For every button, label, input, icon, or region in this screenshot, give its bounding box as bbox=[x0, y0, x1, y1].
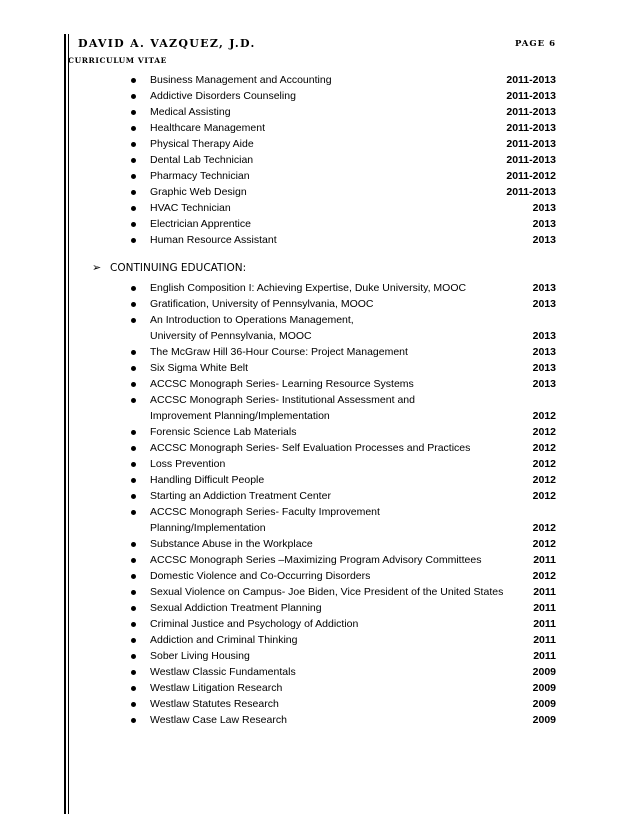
list-item-label-line: Westlaw Statutes Research bbox=[150, 698, 279, 710]
bullet-icon bbox=[131, 126, 136, 131]
list-item-year: 2012 bbox=[532, 442, 556, 454]
list-item-label bbox=[150, 88, 505, 104]
list-item bbox=[0, 664, 638, 680]
list-item-year: 2011-2013 bbox=[506, 74, 556, 86]
list-item-label bbox=[150, 424, 505, 440]
list-item-label-line: ACCSC Monograph Series- Faculty Improvement bbox=[150, 506, 380, 518]
bullet-icon bbox=[131, 142, 136, 147]
bullet-icon bbox=[131, 350, 136, 355]
list-item-label-line: University of Pennsylvania, MOOC bbox=[150, 330, 312, 342]
list-item-label-line: Westlaw Classic Fundamentals bbox=[150, 666, 296, 678]
bullet-icon bbox=[131, 542, 136, 547]
list-item-label-line: English Composition I: Achieving Expertise, Duke University, MOOC bbox=[150, 282, 467, 294]
list-item-label-line: Addictive Disorders Counseling bbox=[150, 90, 296, 102]
page-number: PAGE 6 bbox=[515, 39, 556, 49]
bullet-icon bbox=[131, 622, 136, 627]
bullet-icon bbox=[131, 462, 136, 467]
author-name: DAVID A. VAZQUEZ, J.D. bbox=[78, 37, 256, 50]
list-item-label-line: Sexual Addiction Treatment Planning bbox=[150, 602, 322, 614]
list-item-label-line: ACCSC Monograph Series- Institutional Assessment and bbox=[150, 394, 415, 406]
list-item-year: 2009 bbox=[532, 714, 556, 726]
list-item-year: 2009 bbox=[532, 698, 556, 710]
list-item-year: 2013 bbox=[532, 282, 556, 294]
list-item bbox=[0, 600, 638, 616]
list-item bbox=[0, 616, 638, 632]
list-item-label-line: Gratification, University of Pennsylvania, MOOC bbox=[150, 298, 374, 310]
bullet-icon bbox=[131, 286, 136, 291]
list-item bbox=[0, 696, 638, 712]
bullet-icon bbox=[131, 174, 136, 179]
list-item-label-line: Pharmacy Technician bbox=[150, 170, 250, 182]
list-item bbox=[0, 184, 638, 200]
list-item-label bbox=[150, 584, 505, 600]
bullet-icon bbox=[131, 206, 136, 211]
list-item-label bbox=[150, 680, 505, 696]
list-item bbox=[0, 376, 638, 392]
list-item-year: 2009 bbox=[532, 666, 556, 678]
bullet-icon bbox=[131, 558, 136, 563]
list-item bbox=[0, 584, 638, 600]
list-item-year: 2011 bbox=[533, 586, 556, 598]
list-item-label-line: Criminal Justice and Psychology of Addiction bbox=[150, 618, 359, 630]
list-item-label-line: ACCSC Monograph Series- Learning Resource Systems bbox=[150, 378, 414, 390]
list-item-year: 2009 bbox=[532, 682, 556, 694]
list-item bbox=[0, 152, 638, 168]
bullet-icon bbox=[131, 638, 136, 643]
list-item-label bbox=[150, 216, 505, 232]
list-item-year: 2013 bbox=[532, 378, 556, 390]
list-item bbox=[0, 456, 638, 472]
bullet-icon bbox=[131, 190, 136, 195]
bullet-icon bbox=[131, 670, 136, 675]
list-item bbox=[0, 440, 638, 456]
list-item bbox=[0, 168, 638, 184]
bullet-icon bbox=[131, 110, 136, 115]
list-item-label-line: Graphic Web Design bbox=[150, 186, 247, 198]
list-item-label bbox=[150, 296, 505, 312]
list-item bbox=[0, 536, 638, 552]
list-item-label-line: An Introduction to Operations Management, bbox=[150, 314, 354, 326]
list-item-label bbox=[150, 200, 505, 216]
list-item bbox=[0, 280, 638, 296]
list-item-label bbox=[150, 136, 505, 152]
bullet-icon bbox=[131, 158, 136, 163]
list-item-label-line: Electrician Apprentice bbox=[150, 218, 251, 230]
bullet-icon bbox=[131, 318, 136, 323]
list-item-label-line: Six Sigma White Belt bbox=[150, 362, 249, 374]
list-item-label bbox=[150, 472, 505, 488]
bullet-icon bbox=[131, 94, 136, 99]
list-item-label-line: Business Management and Accounting bbox=[150, 74, 332, 86]
list-item-label bbox=[150, 392, 505, 424]
list-item-label bbox=[150, 504, 505, 536]
list-item bbox=[0, 104, 638, 120]
list-item-label bbox=[150, 232, 505, 248]
bullet-icon bbox=[131, 238, 136, 243]
list-item bbox=[0, 504, 638, 536]
list-item-label bbox=[150, 712, 505, 728]
list-item-year: 2013 bbox=[532, 346, 556, 358]
list-item-label bbox=[150, 280, 505, 296]
list-item-label bbox=[150, 184, 505, 200]
bullet-icon bbox=[131, 398, 136, 403]
list-item-year: 2011-2013 bbox=[506, 90, 556, 102]
list-item-year: 2012 bbox=[532, 410, 556, 422]
list-item-label-line: Forensic Science Lab Materials bbox=[150, 426, 297, 438]
bullet-icon bbox=[131, 606, 136, 611]
list-item-label bbox=[150, 616, 505, 632]
list-item-year: 2012 bbox=[532, 570, 556, 582]
list-item bbox=[0, 712, 638, 728]
list-item-label-line: Sexual Violence on Campus- Joe Biden, Vice President of the United States bbox=[150, 586, 504, 598]
list-item-year: 2012 bbox=[532, 474, 556, 486]
section-heading-label: CONTINUING EDUCATION: bbox=[110, 262, 247, 274]
list-item bbox=[0, 344, 638, 360]
section-heading-continuing-education bbox=[92, 261, 246, 275]
list-item-label-line: Addiction and Criminal Thinking bbox=[150, 634, 298, 646]
list-item bbox=[0, 72, 638, 88]
list-item-year: 2011 bbox=[533, 554, 556, 566]
list-item-year: 2013 bbox=[532, 362, 556, 374]
bullet-icon bbox=[131, 430, 136, 435]
list-item-label-line: Improvement Planning/Implementation bbox=[150, 410, 330, 422]
list-item-label-line: Westlaw Case Law Research bbox=[150, 714, 287, 726]
list-item-label-line: Human Resource Assistant bbox=[150, 234, 277, 246]
list-item-label bbox=[150, 456, 505, 472]
list-item-label bbox=[150, 648, 505, 664]
list-item bbox=[0, 88, 638, 104]
bullet-icon bbox=[131, 222, 136, 227]
list-item-label-line: Medical Assisting bbox=[150, 106, 231, 118]
list-item-label-line: The McGraw Hill 36-Hour Course: Project Management bbox=[150, 346, 408, 358]
list-item-label-line: Healthcare Management bbox=[150, 122, 265, 134]
list-item-label-line: Domestic Violence and Co-Occurring Disorders bbox=[150, 570, 371, 582]
list-item-label bbox=[150, 344, 505, 360]
list-item bbox=[0, 296, 638, 312]
bullet-icon bbox=[131, 302, 136, 307]
list-item-year: 2013 bbox=[532, 330, 556, 342]
list-item-label bbox=[150, 104, 505, 120]
list-item-label bbox=[150, 696, 505, 712]
list-item-label-line: ACCSC Monograph Series –Maximizing Program Advisory Committees bbox=[150, 554, 482, 566]
list-item bbox=[0, 360, 638, 376]
list-item-year: 2013 bbox=[532, 202, 556, 214]
list-item bbox=[0, 552, 638, 568]
list-item-label bbox=[150, 360, 505, 376]
list-item-year: 2013 bbox=[532, 218, 556, 230]
list-item-year: 2013 bbox=[532, 234, 556, 246]
arrow-bullet-icon: ➢ bbox=[92, 261, 102, 274]
bullet-icon bbox=[131, 78, 136, 83]
list-item-label bbox=[150, 168, 505, 184]
list-item-label-line: Handling Difficult People bbox=[150, 474, 265, 486]
list-item-year: 2011-2013 bbox=[506, 106, 556, 118]
list-item bbox=[0, 648, 638, 664]
list-item-label bbox=[150, 632, 505, 648]
list-item bbox=[0, 312, 638, 344]
bullet-icon bbox=[131, 654, 136, 659]
list-item-label bbox=[150, 440, 505, 456]
bullet-icon bbox=[131, 478, 136, 483]
list-item bbox=[0, 568, 638, 584]
list-item bbox=[0, 680, 638, 696]
list-item-year: 2011-2013 bbox=[506, 138, 556, 150]
list-item bbox=[0, 136, 638, 152]
bullet-icon bbox=[131, 574, 136, 579]
list-item-label bbox=[150, 152, 505, 168]
list-item-label bbox=[150, 488, 505, 504]
list-item-year: 2011 bbox=[533, 634, 556, 646]
list-item-label-line: Sober Living Housing bbox=[150, 650, 250, 662]
bullet-icon bbox=[131, 510, 136, 515]
list-item bbox=[0, 424, 638, 440]
list-item-label bbox=[150, 600, 505, 616]
bullet-icon bbox=[131, 686, 136, 691]
list-item-label bbox=[150, 552, 505, 568]
bullet-icon bbox=[131, 718, 136, 723]
list-item bbox=[0, 200, 638, 216]
list-item-year: 2011-2013 bbox=[506, 186, 556, 198]
list-item-year: 2011-2013 bbox=[506, 122, 556, 134]
list-item-label bbox=[150, 568, 505, 584]
list-item-label-line: Loss Prevention bbox=[150, 458, 226, 470]
list-item-label bbox=[150, 536, 505, 552]
list-item-year: 2011 bbox=[533, 618, 556, 630]
list-item-label-line: HVAC Technician bbox=[150, 202, 231, 214]
list-item-year: 2012 bbox=[532, 538, 556, 550]
list-item bbox=[0, 632, 638, 648]
list-item-year: 2011 bbox=[533, 602, 556, 614]
list-item-label-line: ACCSC Monograph Series- Self Evaluation Processes and Practices bbox=[150, 442, 471, 454]
list-item bbox=[0, 472, 638, 488]
list-item-label-line: Substance Abuse in the Workplace bbox=[150, 538, 313, 550]
document-subtitle: CURRICULUM VITAE bbox=[68, 56, 167, 65]
list-item-label bbox=[150, 664, 505, 680]
list-item-label-line: Physical Therapy Aide bbox=[150, 138, 254, 150]
bullet-icon bbox=[131, 446, 136, 451]
list-item-label bbox=[150, 376, 505, 392]
list-item-label bbox=[150, 72, 505, 88]
list-item-year: 2011-2013 bbox=[506, 154, 556, 166]
bullet-icon bbox=[131, 366, 136, 371]
list-item-year: 2011-2012 bbox=[506, 170, 556, 182]
bullet-icon bbox=[131, 494, 136, 499]
list-item-label-line: Dental Lab Technician bbox=[150, 154, 254, 166]
list-item bbox=[0, 216, 638, 232]
bullet-icon bbox=[131, 382, 136, 387]
list-item-label-line: Starting an Addiction Treatment Center bbox=[150, 490, 331, 502]
list-item-year: 2012 bbox=[532, 426, 556, 438]
list-item-year: 2012 bbox=[532, 522, 556, 534]
bullet-icon bbox=[131, 590, 136, 595]
list-item-year: 2013 bbox=[532, 298, 556, 310]
list-item-label bbox=[150, 120, 505, 136]
list-item bbox=[0, 120, 638, 136]
list-item-label bbox=[150, 312, 505, 344]
list-item bbox=[0, 392, 638, 424]
list-item-year: 2012 bbox=[532, 490, 556, 502]
list-item-year: 2011 bbox=[533, 650, 556, 662]
list-item bbox=[0, 232, 638, 248]
list-item-label-line: Planning/Implementation bbox=[150, 522, 266, 534]
list-item-year: 2012 bbox=[532, 458, 556, 470]
list-item bbox=[0, 488, 638, 504]
bullet-icon bbox=[131, 702, 136, 707]
list-item-label-line: Westlaw Litigation Research bbox=[150, 682, 283, 694]
